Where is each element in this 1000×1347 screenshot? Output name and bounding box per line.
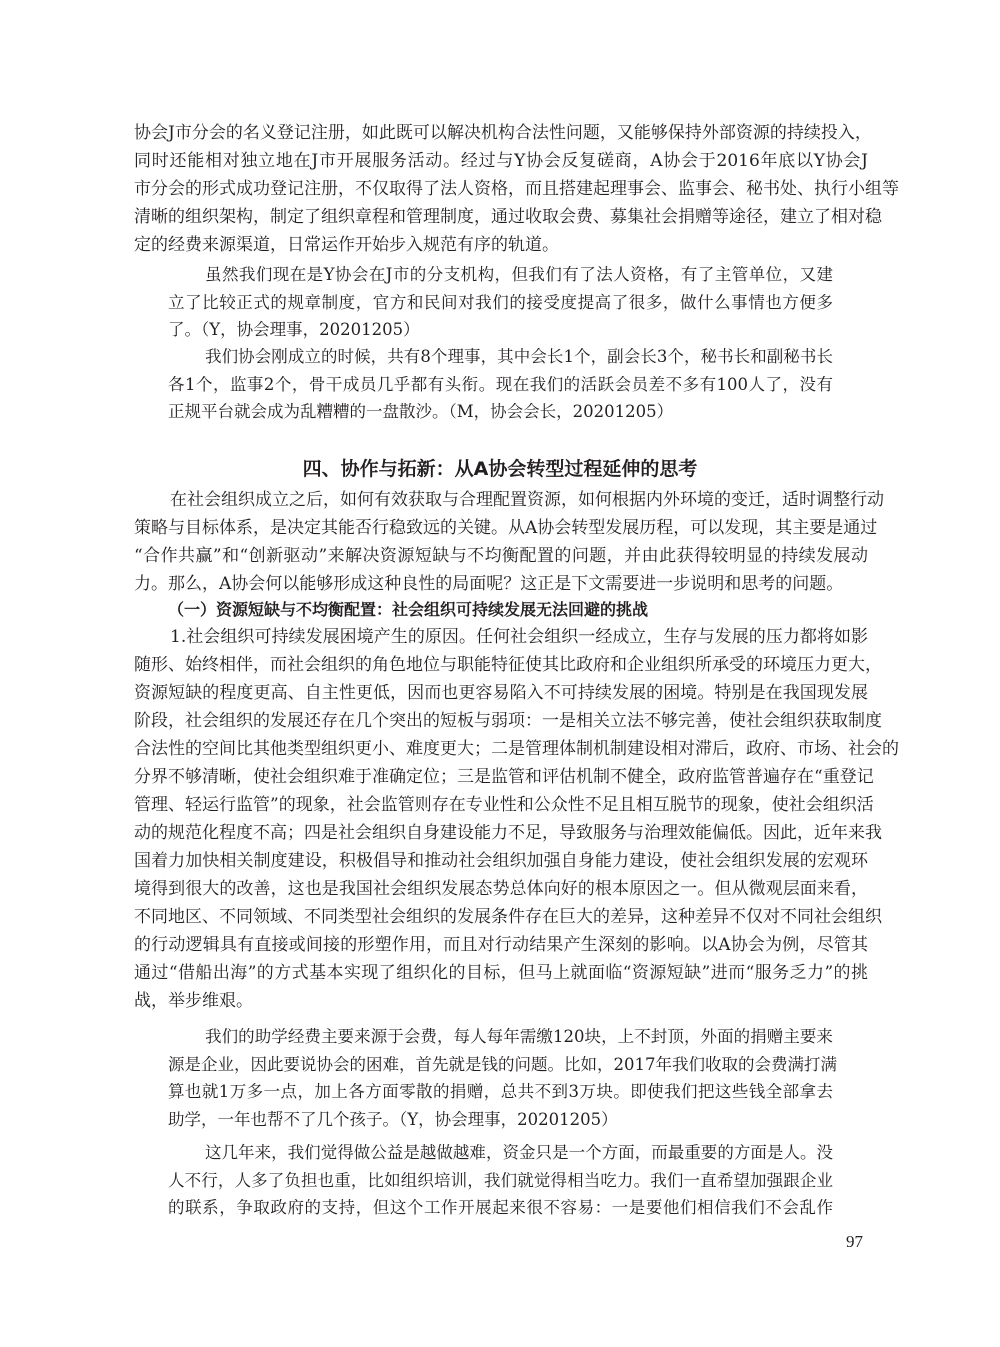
text-line: 同时还能相对独立地在J市开展服务活动。经过与Y协会反复磋商，A协会于2016年底以Y协会J xyxy=(134,151,868,171)
text-line: 助学，一年也帮不了几个孩子。（Y，协会理事，20201205） xyxy=(168,1109,618,1129)
text-line: 市分会的形式成功登记注册，不仅取得了法人资格，而且搭建起理事会、监事会、秘书处、执行小组等 xyxy=(134,179,899,199)
text-line: 立了比较正式的规章制度，官方和民间对我们的接受度提高了很多，做什么事情也方便多 xyxy=(168,292,833,312)
text-line: 境得到很大的改善，这也是我国社会组织发展态势总体向好的根本原因之一。但从微观层面来看， xyxy=(134,879,868,899)
text-line: 分界不够清晰，使社会组织难于准确定位；三是监管和评估机制不健全，政府监管普遍存在“重登记 xyxy=(134,767,874,787)
text-line: 策略与目标体系，是决定其能否行稳致远的关键。从A协会转型发展历程，可以发现，其主要是通过 xyxy=(134,518,878,538)
subsection-heading: （一）资源短缺与不均衡配置：社会组织可持续发展无法回避的挑战 xyxy=(168,600,649,619)
paragraph-continuation xyxy=(134,119,899,259)
text-line: 定的经费来源渠道，日常运作开始步入规范有序的轨道。 xyxy=(134,235,559,255)
text-line: 阶段，社会组织的发展还存在几个突出的短板与弱项：一是相关立法不够完善，使社会组织获取制度 xyxy=(134,711,882,731)
text-line: 正规平台就会成为乱糟糟的一盘散沙。（M，协会会长，20201205） xyxy=(168,402,674,421)
text-line: 人不行，人多了负担也重，比如组织培训，我们就觉得相当吃力。我们一直希望加强跟企业 xyxy=(168,1170,833,1190)
text-line: 源是企业，因此要说协会的困难，首先就是钱的问题。比如，2017年我们收取的会费满打满 xyxy=(168,1054,837,1074)
text-line: 国着力加快相关制度建设，积极倡导和推动社会组织加强自身能力建设，使社会组织发展的宏观环 xyxy=(134,851,868,871)
text-line: 虽然我们现在是Y协会在J市的分支机构，但我们有了法人资格，有了主管单位，又建 xyxy=(205,265,833,284)
text-line: 了。（Y，协会理事，20201205） xyxy=(168,320,420,339)
page-number: 97 xyxy=(846,1232,863,1251)
paragraph-causes xyxy=(134,623,899,1015)
interview-quote-3 xyxy=(168,1023,837,1133)
text-line: 随形、始终相伴，而社会组织的角色地位与职能特征使其比政府和企业组织所承受的环境压力更大， xyxy=(134,655,882,675)
text-line: 协会J市分会的名义登记注册，如此既可以解决机构合法性问题，又能够保持外部资源的持续投入， xyxy=(134,123,872,143)
text-line: 在社会组织成立之后，如何有效获取与合理配置资源，如何根据内外环境的变迁，适时调整行动 xyxy=(170,490,884,510)
text-line: 我们的助学经费主要来源于会费，每人每年需缴120块，上不封顶，外面的捐赠主要来 xyxy=(205,1027,833,1046)
text-line: 合法性的空间比其他类型组织更小、难度更大；二是管理体制机制建设相对滞后，政府、市场、社会的 xyxy=(134,739,899,759)
interview-quote-4 xyxy=(168,1139,833,1222)
text-line: 力。那么，A协会何以能够形成这种良性的局面呢？这正是下文需要进一步说明和思考的问题。 xyxy=(134,574,844,594)
text-line: 这几年来，我们觉得做公益是越做越难，资金只是一个方面，而最重要的方面是人。没 xyxy=(205,1143,833,1162)
text-line: 不同地区、不同领域、不同类型社会组织的发展条件存在巨大的差异，这种差异不仅对不同社会组织 xyxy=(134,907,882,927)
text-line: 的行动逻辑具有直接或间接的形塑作用，而且对行动结果产生深刻的影响。以A协会为例，尽管其 xyxy=(134,935,868,955)
interview-quote-2 xyxy=(168,343,833,426)
text-line: 动的规范化程度不高；四是社会组织自身建设能力不足，导致服务与治理效能偏低。因此，近年来我 xyxy=(134,823,882,843)
text-line: 管理、轻运行监管”的现象，社会监管则存在专业性和公众性不足且相互脱节的现象，使社会组织活 xyxy=(134,795,874,815)
text-line: 清晰的组织架构，制定了组织章程和管理制度，通过收取会费、募集社会捐赠等途径，建立了相对稳 xyxy=(134,207,882,227)
text-line: 各1个，监事2个，骨干成员几乎都有头衔。现在我们的活跃会员差不多有100人了，没有 xyxy=(168,374,833,394)
text-line: 通过“借船出海”的方式基本实现了组织化的目标，但马上就面临“资源短缺”进而“服务乏力”的挑 xyxy=(134,963,868,983)
text-line: 资源短缺的程度更高、自主性更低，因而也更容易陷入不可持续发展的困境。特别是在我国现发展 xyxy=(134,683,868,703)
text-line: 我们协会刚成立的时候，共有8个理事，其中会长1个，副会长3个，秘书长和副秘书长 xyxy=(205,347,833,366)
text-line: 战，举步维艰。 xyxy=(134,991,253,1011)
text-line: 1.社会组织可持续发展困境产生的原因。任何社会组织一经成立，生存与发展的压力都将如影 xyxy=(170,627,868,647)
text-line: 的联系，争取政府的支持，但这个工作开展起来很不容易：一是要他们相信我们不会乱作 xyxy=(168,1198,833,1217)
text-line: “合作共赢”和“创新驱动”来解决资源短缺与不均衡配置的问题，并由此获得较明显的持续发展动 xyxy=(134,546,868,566)
section-heading: 四、协作与拓新：从A协会转型过程延伸的思考 xyxy=(302,458,698,480)
paragraph-intro xyxy=(134,486,884,598)
text-line: 算也就1万多一点，加上各方面零散的捐赠，总共不到3万块。即使我们把这些钱全部拿去 xyxy=(168,1082,833,1101)
interview-quote-1 xyxy=(168,261,833,344)
